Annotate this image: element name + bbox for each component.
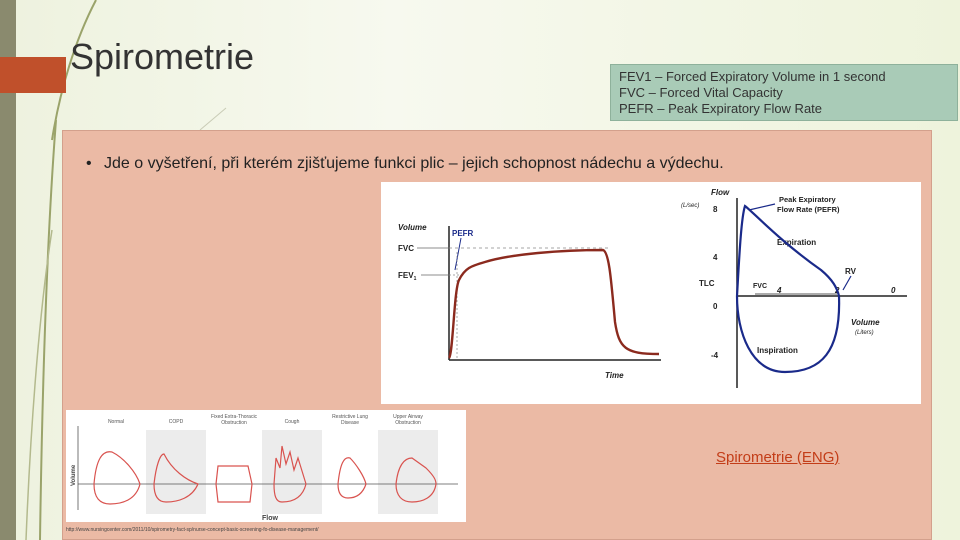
patterns-shade-cough [262, 430, 322, 514]
spirometry-figure-svg [381, 182, 921, 404]
flow-volume-patterns-figure [66, 410, 466, 522]
fv-pefr-label-line1: Peak Expiratory [779, 195, 836, 204]
fv-x-tick-0: 0 [891, 286, 896, 295]
image-credit: http://www.nursingcenter.com/2011/10/spirometry-fact-sp/nurse-concept-basic-screening-fo-disease-management/ [66, 527, 319, 533]
spirometry-eng-link[interactable]: Spirometrie (ENG) [716, 449, 840, 466]
patterns-x-axis-label: Flow [262, 515, 278, 522]
inspiration-curve [737, 296, 839, 372]
vt-y-axis-label: Volume [398, 223, 427, 232]
fv-x-tick-2: 2 [835, 286, 840, 295]
fv-x-tick-4: 4 [777, 286, 782, 295]
pattern-col-normal: Normal [107, 419, 125, 425]
fv-y-tick-4: 4 [713, 253, 718, 262]
pattern-col-cough: Cough [284, 419, 300, 425]
pattern-col-restrictive: Restrictive Lung [332, 414, 368, 420]
pattern-col-fixed-2: Obstruction [221, 420, 247, 426]
legend-pefr: PEFR – Peak Expiratory Flow Rate [619, 101, 823, 116]
fv-rv-label: RV [845, 267, 856, 276]
fv-pefr-arrow [749, 204, 775, 210]
pattern-col-restrictive-2: Disease [340, 420, 360, 426]
bullet-text: Jde o vyšetření, při kterém zjišťujeme funkci plic – jejich schopnost nádechu a výdechu. [104, 155, 724, 172]
fv-fvc-label: FVC [753, 283, 767, 290]
patterns-figure-svg [66, 410, 466, 522]
bullet-item [86, 155, 724, 173]
fv-expiration-label: Expiration [777, 238, 817, 247]
pattern-col-fixed: Fixed Extra-Thoracic [210, 414, 258, 420]
fv-y-axis-label: Flow [711, 188, 730, 197]
fv-tlc-label: TLC [699, 279, 715, 288]
fv-y-tick-neg4: -4 [711, 351, 719, 360]
vt-x-axis-label: Time [605, 371, 624, 380]
vt-pefr-arrow [455, 238, 461, 270]
pattern-col-upper: Upper Airway [393, 414, 423, 420]
fv-rv-arrow [843, 276, 851, 290]
volume-time-curve [449, 250, 659, 358]
patterns-y-axis-label: Volume [71, 464, 77, 486]
title-accent-tab [0, 57, 66, 93]
fv-y-tick-8: 8 [713, 205, 718, 214]
slide-title: Spirometrie [70, 36, 255, 77]
fv-x-unit: (Liters) [855, 330, 874, 336]
fv-inspiration-label: Inspiration [757, 346, 798, 355]
pattern-normal-loop [94, 452, 140, 504]
spirometry-figure [381, 182, 921, 404]
fv-y-tick-0: 0 [713, 302, 718, 311]
pattern-col-upper-2: Obstruction [395, 420, 421, 426]
vt-fvc-label: FVC [398, 244, 414, 253]
legend-fvc: FVC – Forced Vital Capacity [619, 85, 783, 100]
bullet-dot-icon: • [86, 155, 92, 172]
legend-fev1: FEV1 – Forced Expiratory Volume in 1 second [619, 69, 886, 84]
fv-pefr-label-line2: Flow Rate (PEFR) [777, 205, 840, 214]
fv-x-axis-label: Volume [851, 318, 880, 327]
pattern-col-copd: COPD [168, 419, 184, 425]
vt-pefr-label: PEFR [452, 229, 474, 238]
pattern-restrictive-loop [338, 458, 366, 498]
fv-y-unit: (L/sec) [681, 203, 700, 209]
vt-fev1-label: $FEV_1$ [398, 271, 417, 282]
abbreviation-legend [610, 64, 958, 121]
